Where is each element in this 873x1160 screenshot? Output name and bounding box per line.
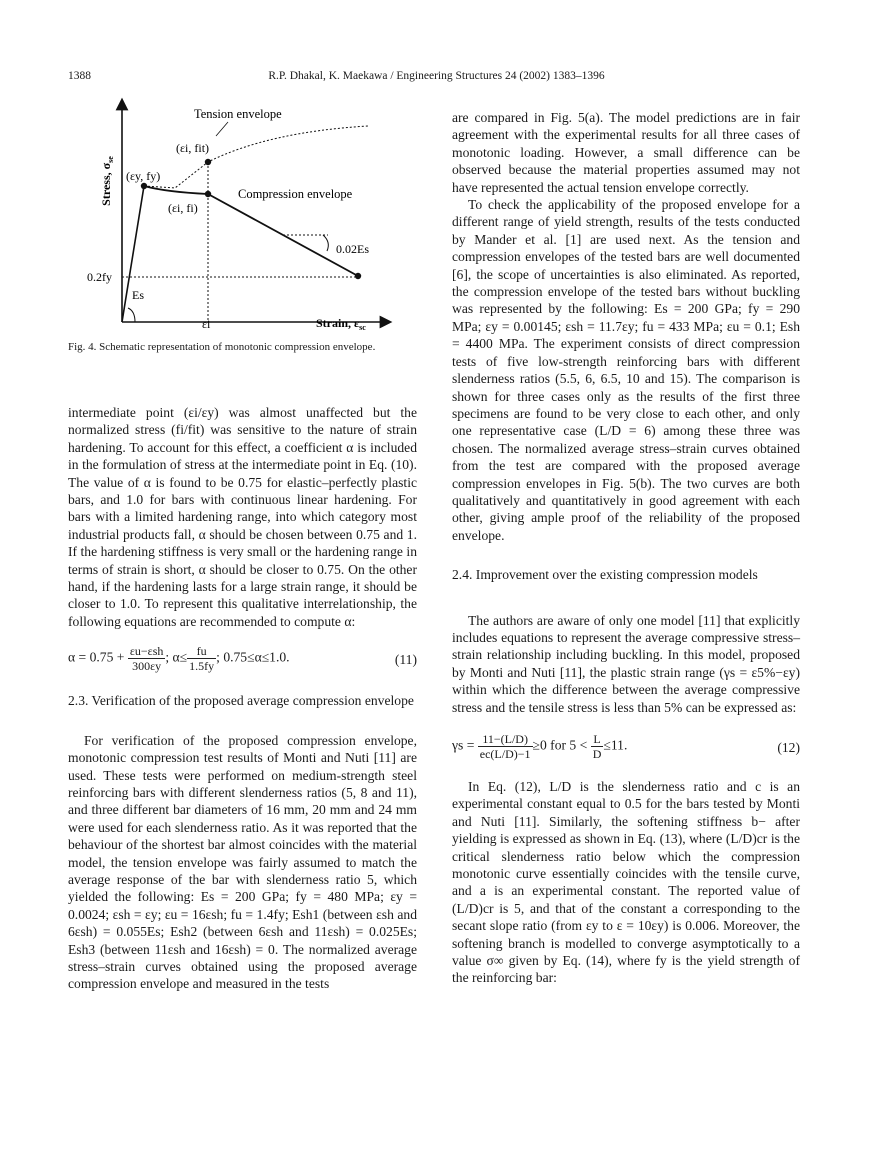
tension-envelope-label: Tension envelope (194, 107, 282, 121)
point-intermediate-compression (205, 191, 211, 197)
left-column (68, 404, 417, 993)
point-intermediate-tension (205, 159, 211, 165)
point-it-label: (εi, fit) (176, 141, 210, 155)
x-axis-label: Strain, $\varepsilon_{sc}$ (316, 316, 366, 332)
right-paragraph-4: In Eq. (12), L/D is the slenderness ratio and c is an experimental constant equal to 0.5 for the bars tested by Monti and Nuti [11]. Similarly, the softening stiffness b− after yielding is expressed as shown in Eq. (13), where (L/D)cr is the critical slenderness ratio below which the compression monotonic curve essentially coincides with the tensile curve, and a is an experimental constant. The reported value of (L/D)cr is 5, and that of the constant a corresponding to the secant slope ratio (from εy to ε = 10εy) is 0.006. Moreover, the softening branch is modelled to converge asymptotically to a value σ∞ given by Eq. (14), where fy is the yield strength of the reinforcing bar: (452, 779, 800, 986)
point-end (355, 273, 361, 279)
point-y-label: (εy, fy) (126, 169, 161, 183)
es-label: Es (132, 288, 144, 302)
running-head: R.P. Dhakal, K. Maekawa / Engineering Structures 24 (2002) 1383–1396 (268, 70, 605, 82)
x-tick-label: εi (202, 317, 211, 331)
tension-curve (144, 126, 368, 188)
equation-number: (11) (394, 652, 417, 668)
tension-leader (216, 122, 228, 136)
section-2-4-heading: 2.4. Improvement over the existing compression models (452, 567, 758, 583)
figure-4 (68, 96, 417, 346)
right-paragraph-3: The authors are aware of only one model [11] that explicitly includes equations to represent the average compressive stress–strain relationship including buckling. In this model, proposed by Monti and Nuti [11], the plastic strain range (γs = ε5%−εy) within which the difference between the average compressive stress and the tensile stress is less than 5% can be expressed as: (452, 612, 800, 715)
y-tick-label: 0.2fy (87, 270, 112, 284)
right-paragraph-2: To check the applicability of the proposed envelope for a different range of yield strength, results of the tests conducted by Mander et al. [1] are used next. As the tension and compression envelopes of the tested bars are well documented [6], the scope of uncertainties is also eliminated. As reported, the compression envelope of the tested bars without buckling was represented by the following: Es = 200 GPa; fy = 290 MPa; εy = 0.00145; εsh = 11.7εy; fu = 433 MPa; εu = 0.1; Esh = 4400 MPa. The experiment consists of direct compression tests of five low-strength reinforcing bars with different slenderness ratios (5.5, 6, 6.5, 10 and 15). The comparison is shown for three cases only as the results of the first three specimens are found to be very close to each other, and only one representative case (L/D = 6) among these three was chosen. The normalized average stress–strain curves obtained from the test are compared with the proposed average compression envelopes in Fig. 5(b). The two curves are both qualitatively and quantitatively in good agreement with each other, giving ample proof of the reliability of the proposed envelope. (452, 197, 800, 543)
equation-number: (12) (777, 740, 800, 755)
left-paragraph-2: For verification of the proposed compression envelope, monotonic compression test results of Monti and Nuti [11] are used. These tests were performed on medium-strength steel reinforcing bars with different slenderness ratios (5, 8 and 11), and three different bar diameters of 16 mm, 20 mm and 24 mm were used for each slenderness ratio. As it was reported that the behaviour of the shortest bar almost coincides with the material model, the tension envelope was fairly assumed to match the average response of the bar with slenderness ratio 5, which yielded the following: Es = 200 GPa; fy = 480 MPa; εy = 0.0024; εsh = εy; εu = 16εsh; fu = 1.4fy; Esh1 (between εsh and 6εsh) = 0.055Es; Esh2 (between 6εsh and 11εsh) = 0.025Es; Esh3 (between 11εsh and 16εsh) = 0. The normalized average stress–strain curves obtained using the proposed average compression envelope and measured in the tests (68, 732, 417, 992)
slope-arc (323, 235, 328, 251)
point-i-label: (εi, fi) (168, 201, 198, 215)
es-arc (128, 308, 135, 322)
point-yield (141, 183, 147, 189)
page-number: 1388 (68, 70, 91, 82)
envelope-diagram (68, 96, 417, 346)
right-paragraph-1: are compared in Fig. 5(a). The model predictions are in fair agreement with the experimental results for all three cases of monotonic loading. However, a small difference can be observed because the material properties assumed may not have represented the actual tension envelope correctly. (452, 110, 800, 195)
figure-caption: Fig. 4. Schematic representation of monotonic compression envelope. (68, 341, 376, 353)
right-column (452, 109, 800, 987)
equation-12: γs = $\frac{11-(L/D)}{ec(L/D)-1}$ ≥0 for 5 < $\frac{L}{D}$ ≤11. (12) (452, 732, 800, 761)
left-paragraph-1: intermediate point (εi/εy) was almost unaffected but the normalized stress (fi/fit) was sensitive to the nature of strain hardening. To account for this effect, a coefficient α is included in the formulation of stress at the intermediate point in Eq. (10). The value of α is found to be 0.75 for elastic–perfectly plastic bars, and 1.0 for bars with continuous linear hardening. For bars with a limited hardening range, into which category most industrial products fall, α should be chosen between 0.75 and 1. If the hardening stiffness is very small or the hardening range in terms of strain is short, α should be closer to 0.75. On the other hand, if the hardening lasts for a large strain range, it should be closer to 1.0. To represent this qualitative interrelationship, the following equations are recommended to compute α: (68, 405, 417, 629)
compression-envelope-label: Compression envelope (238, 187, 353, 201)
section-2-3-heading: 2.3. Verification of the proposed average compression envelope (68, 693, 414, 709)
equation-11: α = 0.75 + $\frac{\text{εu−εsh}}{300\varepsilon y}$ ; α≤ $\frac{fu}{1.5fy}$ ; 0.75≤α≤1.0. (11) (68, 644, 417, 674)
slope-label: 0.02Es (336, 242, 369, 256)
y-axis-label: Stress, $\sigma_{se}$ (99, 156, 115, 206)
